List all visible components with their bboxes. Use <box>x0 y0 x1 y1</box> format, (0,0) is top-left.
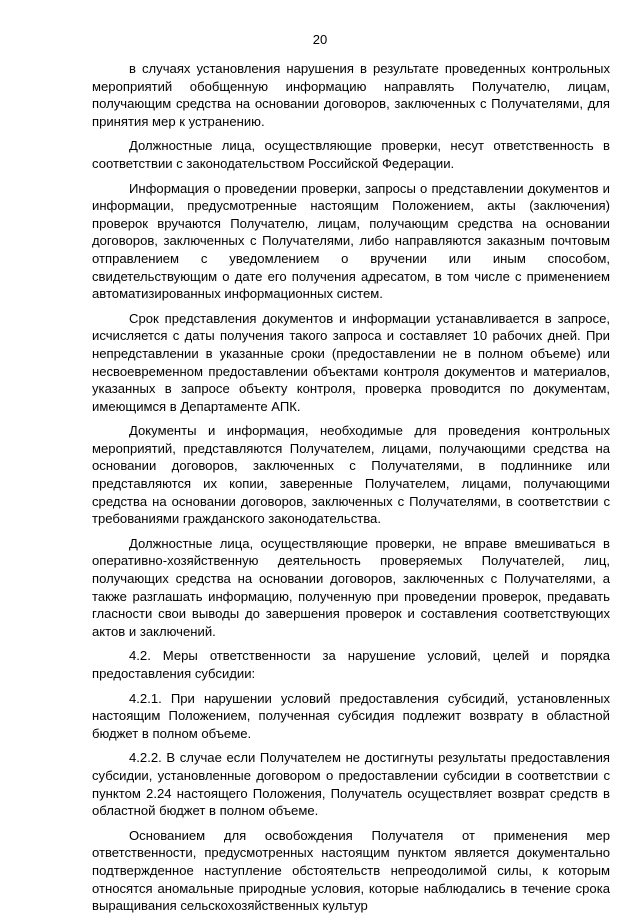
paragraph-section-4-2-1: 4.2.1. При нарушении условий предоставления субсидий, установленных настоящим Положением, полученная субсидия подлежит возврату в областной бюджет в полном объеме. <box>92 690 610 741</box>
paragraph-required-documents: Документы и информация, необходимые для проведения контрольных мероприятий, представляются Получателем, лицами, получающими средства на основании договоров, заключенных с Получателями, в подлиннике или представляются их копии, заверенные Получателем, лицами, получающими средства на основании договоров, заключенных с Получателями, в соответствии с требованиями гражданского законодательства. <box>92 423 610 527</box>
paragraph-section-4-2-2: 4.2.2. В случае если Получателем не достигнуты результаты предоставления субсидии, установленные договором о предоставлении субсидии в соответствии с пунктом 2.24 настоящего Положения, Получатель осуществляет возврат средств в областной бюджет в полном объеме. <box>92 750 610 819</box>
page-number: 20 <box>312 32 328 47</box>
document-body <box>92 60 610 922</box>
paragraph-inspection-information: Информация о проведении проверки, запросы о представлении документов и информации, предусмотренные настоящим Положением, акты (заключения) проверок вручаются Получателю, лицам, получающим средства на основании договоров, заключенных с Получателями, либо направляются заказным почтовым отправлением с уведомлением о вручении или иным способом, свидетельствующим о дате его получения адресатом, в том числе с применением автоматизированных информационных систем. <box>92 180 610 302</box>
paragraph-submission-deadline: Срок представления документов и информации устанавливается в запросе, исчисляется с даты получения такого запроса и составляет 10 рабочих дней. При непредставлении в указанные сроки (предоставлении не в полном объеме) или несвоевременном предоставлении объектами контроля документов и материалов, указанных в запросе объекту контроля, проверка проводится по документам, имеющимся в Департаменте АПК. <box>92 310 610 414</box>
paragraph-violation-notice: в случаях установления нарушения в результате проведенных контрольных мероприятий обобщенную информацию направлять Получателю, лицам, получающим средства на основании договоров, заключенных с Получателями, для принятия мер к устранению. <box>92 61 610 129</box>
paragraph-section-4-2: 4.2. Меры ответственности за нарушение условий, целей и порядка предоставления субсидии: <box>92 648 610 681</box>
paragraph-officials-restrictions: Должностные лица, осуществляющие проверки, не вправе вмешиваться в оперативно-хозяйственную деятельность проверяемых Получателей, лиц, получающих средства на основании договоров, заключенных с Получателями, а также разглашать информацию, полученную при проведении проверок, предавать гласности свои выводы до завершения проверок и составления соответствующих актов и заключений. <box>92 535 610 639</box>
paragraph-officials-liability: Должностные лица, осуществляющие проверки, несут ответственность в соответствии с законодательством Российской Федерации. <box>92 138 610 171</box>
paragraph-force-majeure: Основанием для освобождения Получателя от применения мер ответственности, предусмотренных настоящим пунктом является документально подтвержденное наступление обстоятельств непреодолимой силы, к которым относятся аномальные природные условия, которые наблюдались в течение срока выращивания сельскохозяйственных культур <box>92 827 610 914</box>
